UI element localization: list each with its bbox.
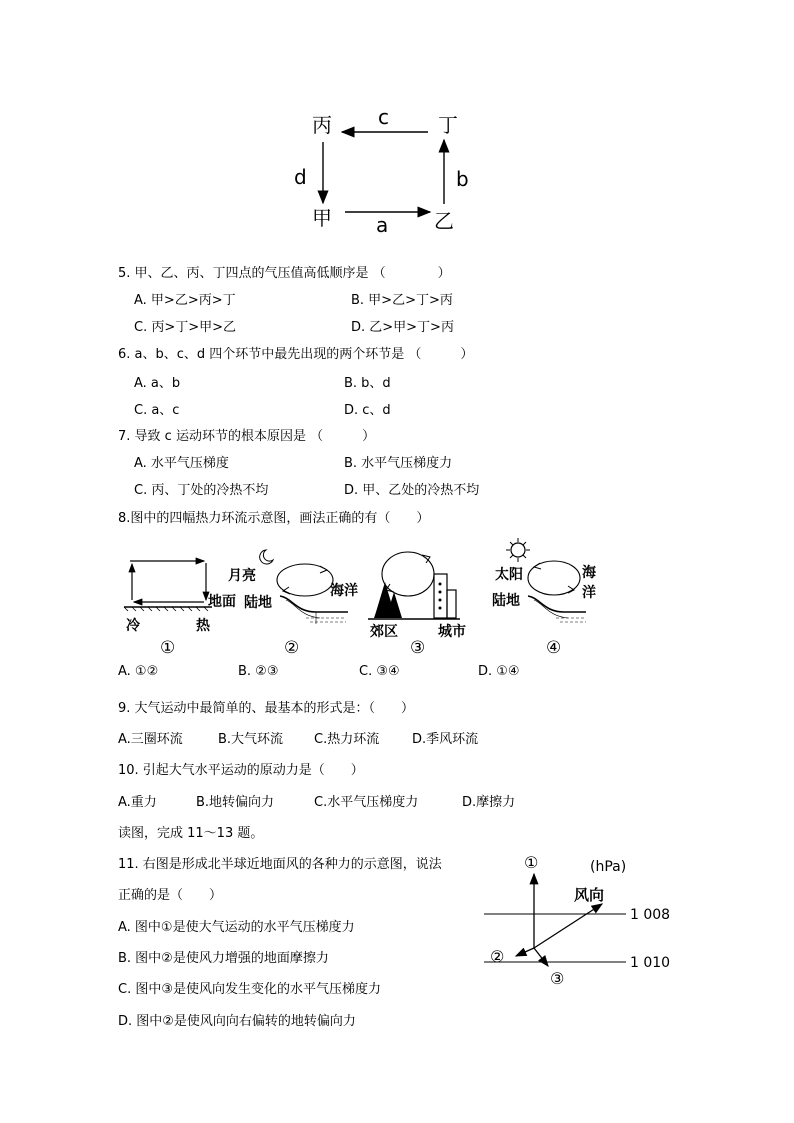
q6-stem: 6. a、b、c、d 四个环节中最先出现的两个环节是 （ ） (118, 347, 474, 362)
fig1-cold: 冷 (126, 618, 140, 634)
fig1-ground: 地面 (208, 594, 236, 610)
label-b: b (456, 167, 469, 191)
moon-icon (260, 550, 273, 564)
q6-option-d[interactable]: D. c、d (344, 403, 391, 418)
q7-option-c[interactable]: C. 丙、丁处的冷热不均 (134, 483, 269, 498)
wind-forces-diagram (478, 850, 678, 990)
fig4-num: ④ (546, 638, 562, 658)
q11-option-b[interactable]: B. 图中②是使风力增强的地面摩擦力 (118, 951, 329, 966)
q10-option-c[interactable]: C.水平气压梯度力 (314, 795, 419, 810)
fig3-num: ③ (410, 638, 426, 658)
q11-stem-line1: 11. 右图是形成北半球近地面风的各种力的示意图，说法 (118, 857, 442, 872)
fig11-wind-label: 风向 (574, 886, 605, 904)
q8-stem: 8.图中的四幅热力环流示意图，画法正确的有（ ） (118, 511, 430, 526)
q8-option-a[interactable]: A. ①② (118, 664, 159, 679)
q5-stem: 5. 甲、乙、丙、丁四点的气压值高低顺序是 （ ） (118, 266, 451, 281)
q5-option-b[interactable]: B. 甲>乙>丁>丙 (351, 293, 453, 308)
q11-option-c[interactable]: C. 图中③是使风向发生变化的水平气压梯度力 (118, 982, 381, 997)
q9-stem: 9. 大气运动中最简单的、最基本的形式是：（ ） (118, 701, 415, 716)
section-intro: 读图，完成 11～13 题。 (118, 826, 264, 841)
fig4-sea-2: 洋 (582, 585, 596, 601)
q6-option-c[interactable]: C. a、c (134, 403, 180, 418)
q7-stem: 7. 导致 c 运动环节的根本原因是 （ ） (118, 429, 376, 444)
q11-stem-line2: 正确的是（ ） (118, 888, 223, 903)
label-c: c (378, 105, 389, 129)
q8-option-d[interactable]: D. ①④ (478, 664, 520, 679)
building-icon (434, 574, 447, 618)
force-3-arrow (534, 948, 548, 966)
label-bing: 丙 (312, 113, 332, 137)
fig3-suburb: 郊区 (370, 624, 398, 640)
fig2-land: 陆地 (244, 595, 272, 611)
q10-stem: 10. 引起大气水平运动的原动力是（ ） (118, 763, 364, 778)
fig2-num: ② (284, 638, 300, 658)
fig4-sun: 太阳 (495, 567, 523, 583)
q5-option-c[interactable]: C. 丙>丁>甲>乙 (134, 320, 237, 335)
force-2-arrow (516, 948, 534, 956)
label-jia: 甲 (312, 206, 332, 230)
figure-3 (368, 552, 466, 658)
q11-option-a[interactable]: A. 图中①是使大气运动的水平气压梯度力 (118, 920, 355, 935)
fig2-moon: 月亮 (228, 568, 256, 584)
fig4-land: 陆地 (492, 593, 520, 609)
q9-option-b[interactable]: B.大气环流 (218, 732, 284, 747)
label-a: a (376, 213, 389, 237)
fig1-num: ① (160, 638, 176, 658)
fig11-p2: 1 010 (630, 955, 671, 971)
fig11-n1: ① (524, 853, 539, 872)
label-ding: 丁 (438, 113, 458, 137)
sun-icon (506, 538, 530, 562)
fig4-sea-1: 海 (582, 565, 596, 581)
fig11-p1: 1 008 (630, 907, 671, 923)
q9-option-c[interactable]: C.热力环流 (314, 732, 380, 747)
figure-2 (228, 550, 358, 658)
wind-arrow (534, 904, 602, 948)
fig1-hot: 热 (196, 618, 210, 634)
thermal-circulation-figures (120, 536, 596, 658)
q7-option-d[interactable]: D. 甲、乙处的冷热不均 (344, 483, 480, 498)
figure-4 (492, 538, 597, 658)
q11-option-d[interactable]: D. 图中②是使风向向右偏转的地转偏向力 (118, 1014, 356, 1029)
fig11-n2: ② (490, 947, 505, 966)
fig2-sea: 海洋 (330, 583, 358, 599)
q8-option-b[interactable]: B. ②③ (238, 664, 279, 679)
q5-option-a[interactable]: A. 甲>乙>丙>丁 (134, 293, 236, 308)
q10-option-b[interactable]: B.地转偏向力 (196, 795, 275, 810)
q10-option-d[interactable]: D.摩擦力 (462, 795, 516, 810)
label-d: d (294, 165, 307, 189)
q7-option-a[interactable]: A. 水平气压梯度 (134, 456, 229, 471)
figure-1 (124, 561, 236, 658)
q9-option-d[interactable]: D.季风环流 (412, 732, 479, 747)
q9-option-a[interactable]: A.三圈环流 (118, 732, 183, 747)
fig11-n3: ③ (550, 969, 565, 988)
fig3-city: 城市 (438, 624, 466, 640)
q10-option-a[interactable]: A.重力 (118, 795, 157, 810)
q5-option-d[interactable]: D. 乙>甲>丁>丙 (351, 320, 454, 335)
fig11-unit: (hPa) (590, 859, 627, 875)
q7-option-b[interactable]: B. 水平气压梯度力 (344, 456, 453, 471)
q6-option-b[interactable]: B. b、d (344, 376, 391, 391)
q8-option-c[interactable]: C. ③④ (359, 664, 400, 679)
label-yi: 乙 (434, 209, 454, 233)
pressure-cycle-diagram (294, 100, 470, 240)
q6-option-a[interactable]: A. a、b (134, 376, 181, 391)
